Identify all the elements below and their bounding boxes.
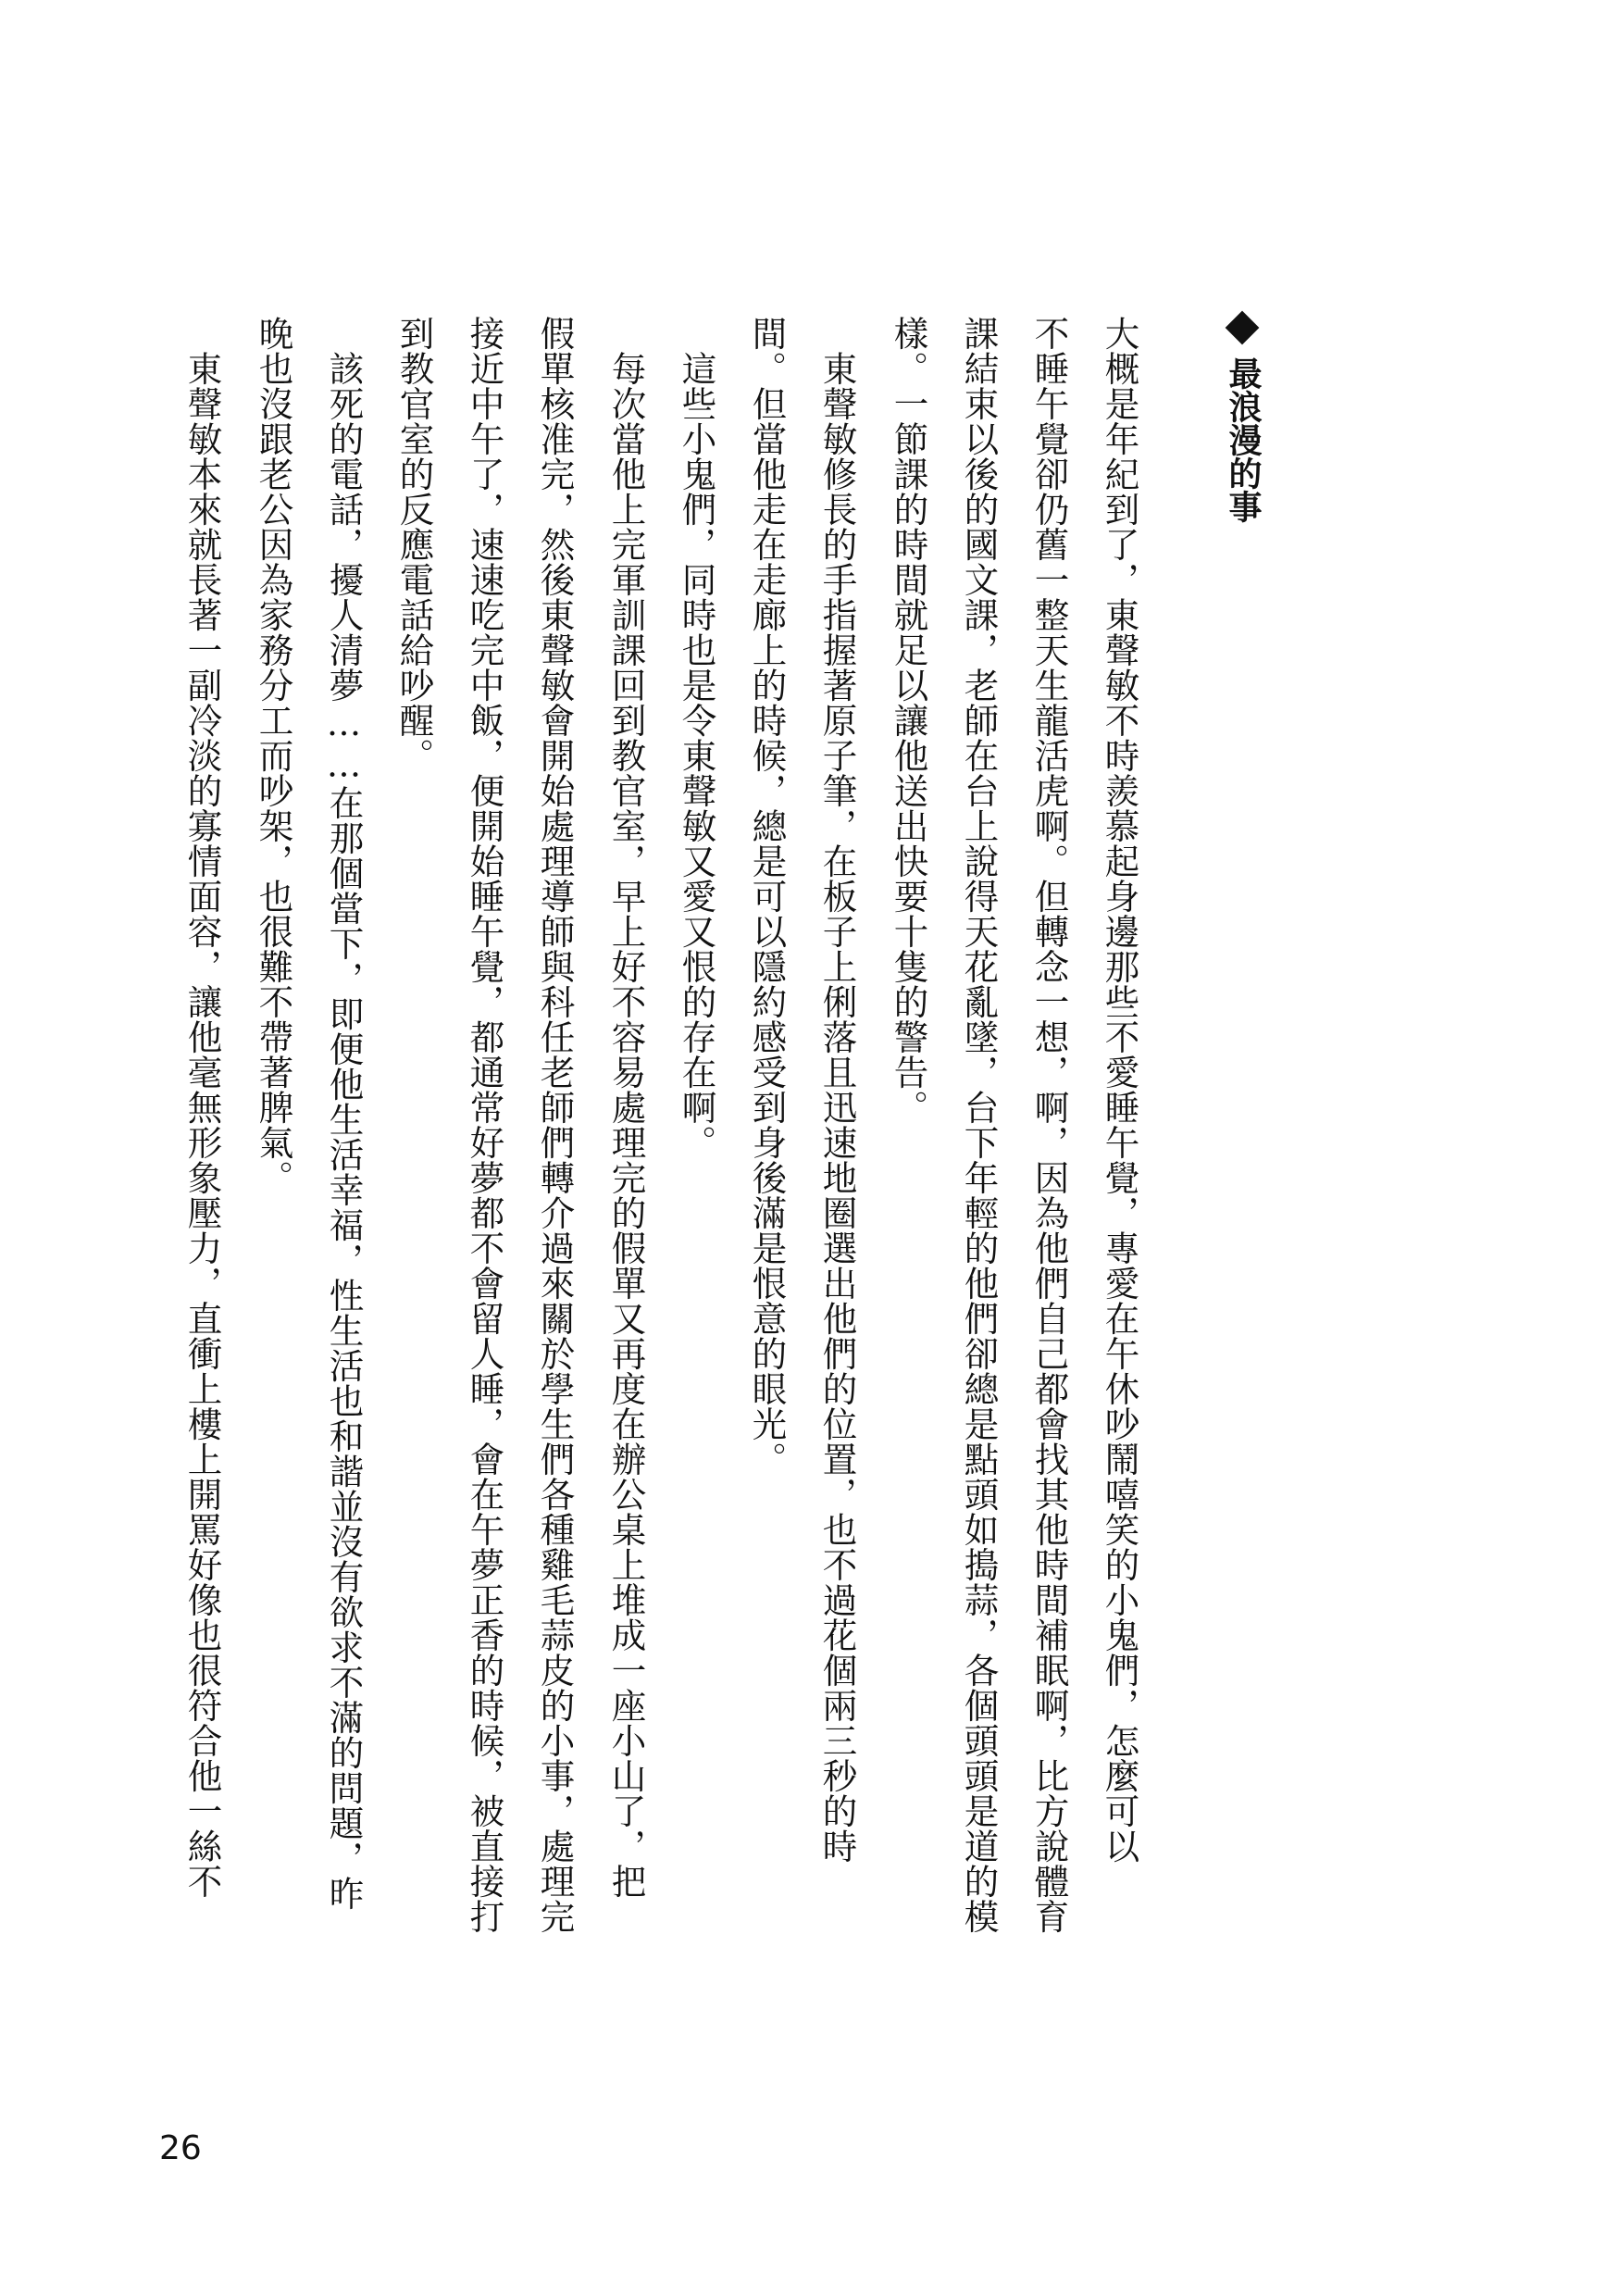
page-number: 26 [159,2129,202,2167]
text-column: 課結束以後的國文課，老師在台上說得天花亂墜，台下年輕的他們卻總是點頭如搗蒜，各個頭頭是道的模 [958,316,1000,1934]
text-column: 每次當他上完軍訓課回到教官室，早上好不容易處理完的假單又再度在辦公桌上堆成一座小山了，把 [605,351,647,1899]
text-column: 到教官室的反應電話給吵醒。 [393,316,435,773]
chapter-title: 最浪漫的事 [1224,356,1262,523]
text-column: 間。但當他走在走廊上的時候，總是可以隱約感受到身後滿是恨意的眼光。 [746,316,788,1477]
text-column: 樣。一節課的時間就足以讓他送出快要十隻的警告。 [888,316,929,1125]
diamond-icon [1226,311,1260,345]
text-column: 東聲敏修長的手指握著原子筆，在板子上俐落且迅速地圈選出他們的位置，也不過花個兩三秒的時 [816,351,858,1864]
text-column: 這些小鬼們，同時也是令東聲敏又愛又恨的存在啊。 [676,351,717,1160]
chapter-heading [1224,316,1261,523]
text-column: 晚也沒跟老公因為家務分工而吵架，也很難不帶著脾氣。 [253,316,294,1195]
text-column: 東聲敏本來就長著一副冷淡的寡情面容，讓他毫無形象壓力，直衝上樓上開罵好像也很符合他一絲不 [181,351,223,1899]
text-column: 大概是年紀到了，東聲敏不時羨慕起身邊那些不愛睡午覺，專愛在午休吵鬧嘻笑的小鬼們，怎麼可以 [1099,316,1140,1864]
text-column: 假單核准完，然後東聲敏會開始處理導師與科任老師們轉介過來關於學生們各種雞毛蒜皮的小事，處理完 [534,316,576,1934]
text-column: 接近中午了，速速吃完中飯，便開始睡午覺，都通常好夢都不會留人睡，會在午夢正香的時候，被直接打 [464,316,505,1934]
text-column: 不睡午覺卻仍舊一整天生龍活虎啊。但轉念一想，啊，因為他們自己都會找其他時間補眠啊，比方說體育 [1028,316,1070,1934]
text-column: 該死的電話，擾人清夢……在那個當下，即便他生活幸福，性生活也和諧並沒有欲求不滿的問題，昨 [323,351,365,1911]
